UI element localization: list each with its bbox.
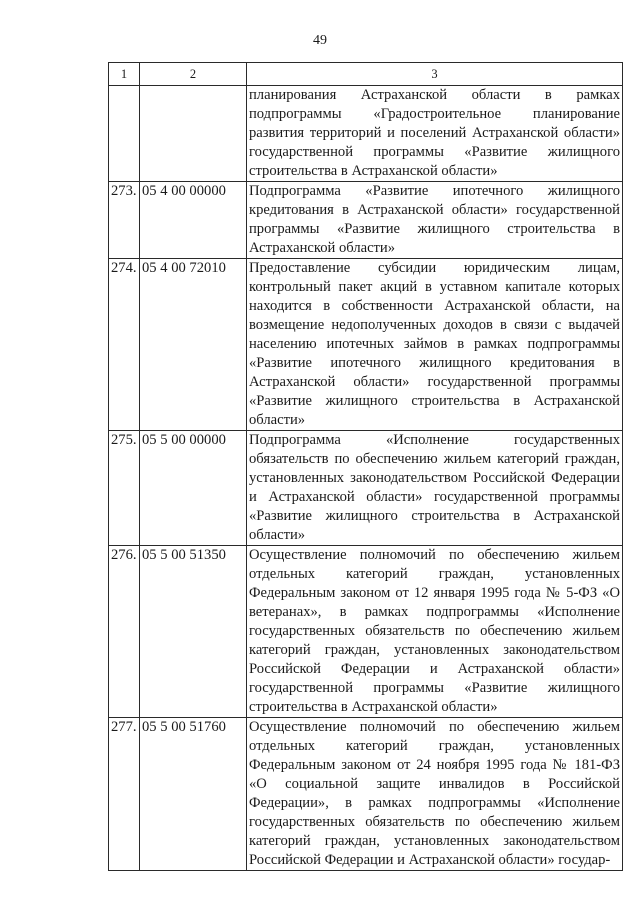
column-header-code: 2	[140, 63, 247, 86]
column-header-description: 3	[247, 63, 623, 86]
row-code: 05 5 00 00000	[140, 431, 247, 546]
row-number: 275.	[109, 431, 140, 546]
table-row	[109, 431, 623, 546]
row-code: 05 4 00 00000	[140, 182, 247, 259]
table-row	[109, 259, 623, 431]
row-description: Предоставление субсидии юридическим лицам, контрольный пакет акций в уставном капитале которых находится в собственности Астраханской области, на возмещение недополученных доходов в связи с выдачей населению ипотечных займов в рамках подпрограммы «Развитие ипотечного жилищного кредитования в Астраханской области» государственной программы «Развитие жилищного строительства в Астраханской области»	[247, 259, 623, 431]
row-number: 274.	[109, 259, 140, 431]
table-row	[109, 182, 623, 259]
table-row	[109, 86, 623, 182]
row-number: 273.	[109, 182, 140, 259]
row-number: 277.	[109, 718, 140, 871]
row-description: Подпрограмма «Исполнение государственных обязательств по обеспечению жильем категорий граждан, установленных законодательством Российской Федерации и Астраханской области» государственной программы «Развитие жилищного строительства в Астраханской области»	[247, 431, 623, 546]
row-description: Осуществление полномочий по обеспечению жильем отдельных категорий граждан, установленных Федеральным законом от 12 января 1995 года № 5-ФЗ «О ветеранах», в рамках подпрограммы «Исполнение государственных обязательств по обеспечению жильем категорий граждан, установленных законодательством Российской Федерации и Астраханской области» государственной программы «Развитие жилищного строительства в Астраханской области»	[247, 546, 623, 718]
row-code: 05 4 00 72010	[140, 259, 247, 431]
row-description: Осуществление полномочий по обеспечению жильем отдельных категорий граждан, установленных Федеральным законом от 24 ноября 1995 года № 181-ФЗ «О социальной защите инвалидов в Российской Федерации», в рамках подпрограммы «Исполнение государственных обязательств по обеспечению жильем категорий граждан, установленных законодательством Российской Федерации и Астраханской области» государ-	[247, 718, 623, 871]
table-row	[109, 718, 623, 871]
row-code: 05 5 00 51760	[140, 718, 247, 871]
row-description: планирования Астраханской области в рамках подпрограммы «Градостроительное планирование развития территорий и поселений Астраханской области» государственной программы «Развитие жилищного строительства в Астраханской области»	[247, 86, 623, 182]
table-row	[109, 546, 623, 718]
row-description: Подпрограмма «Развитие ипотечного жилищного кредитования в Астраханской области» государственной программы «Развитие жилищного строительства в Астраханской области»	[247, 182, 623, 259]
table-header-row	[109, 63, 623, 86]
row-number	[109, 86, 140, 182]
row-code: 05 5 00 51350	[140, 546, 247, 718]
budget-classification-table	[108, 62, 623, 871]
page-number: 49	[313, 33, 327, 48]
row-code	[140, 86, 247, 182]
row-number: 276.	[109, 546, 140, 718]
column-header-number: 1	[109, 63, 140, 86]
